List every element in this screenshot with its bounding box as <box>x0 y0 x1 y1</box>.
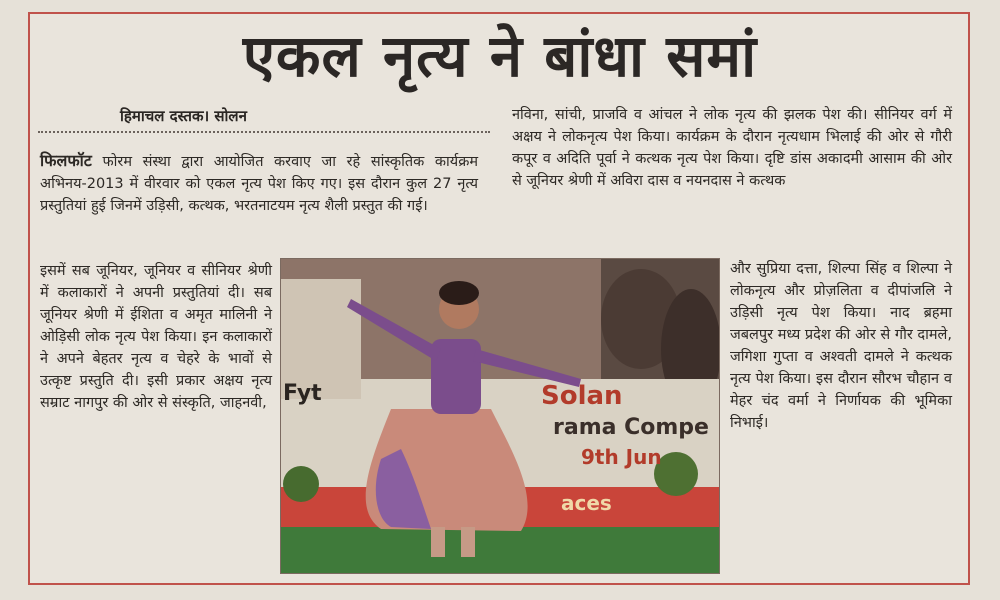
banner-text-solan: Solan <box>541 381 623 411</box>
article-column-left-lower <box>40 260 272 414</box>
banner-text-left: Fyt <box>283 381 322 406</box>
banner-text-drama: rama Compe <box>553 415 709 440</box>
dancer-photo <box>280 258 720 574</box>
body-paragraph-right-top: नविना, सांची, प्राजवि व आंचल ने लोक नृत्य की झलक पेश की। सीनियर वर्ग में अक्षय ने लोकनृत्य पेश किया। कार्यक्रम के दौरान नृत्यधाम भिलाई की ओर से गौरी कपूर व अदिति पूर्वा ने कत्थक नृत्य पेश किया। दृष्टि डांस अकादमी आसाम की ओर से जूनियर श्रेणी में अविरा दास व नयनदास ने कत्थक <box>512 107 952 189</box>
lead-paragraph <box>40 150 478 217</box>
article-column-right-top <box>512 104 952 192</box>
article-column-right-side <box>730 258 952 434</box>
body-paragraph-left: इसमें सब जूनियर, जूनियर व सीनियर श्रेणी में कलाकारों ने अपनी प्रस्तुतियां दी। सब जूनियर श्रेणी में ईशिता व अमृत मालिनी ने ओड़िसी लोक नृत्य पेश किया। इन कलाकारों ने अपने बेहतर नृत्य व चेहरे के भावों से उत्कृष्ट प्रस्तुति दी। इसी प्रकार अक्षय नृत्य सम्राट नागपुर की ओर से संस्कृति, जाहनवी, <box>40 263 272 411</box>
article-column-left <box>40 150 478 217</box>
banner-text-date: 9th Jun <box>581 445 662 469</box>
headline: एकल नृत्य ने बांधा समां <box>242 22 758 90</box>
lead-word: फिलफॉट <box>40 151 92 170</box>
body-paragraph-right-side: और सुप्रिया दत्ता, शिल्पा सिंह व शिल्पा ने लोकनृत्य और प्रोज़लिता व दीपांजलि ने उड़िसी नृत्य पेश किया। नाद ब्रहमा जबलपुर मध्य प्रदेश की ओर से गौर दामले, जगिशा गुप्ता व अश्वती दामले ने कत्थक नृत्य पेश किया। इस दौरान सौरभ चौहान व मेहर चंद वर्मा ने निर्णायक की भूमिका निभाई। <box>730 261 952 431</box>
lead-paragraph-text: फोरम संस्था द्वारा आयोजित करवाए जा रहे सांस्कृतिक कार्यक्रम अभिनय-2013 में वीरवार को एकल नृत्य पेश किए गए। इस दौरान कुल 27 नृत्य प्रस्तुतियां हुई जिनमें उड़िसी, कत्थक, भरतनाटयम नृत्य शैली प्रस्तुत की गई। <box>40 154 479 214</box>
dotted-divider <box>38 131 490 133</box>
banner-text-bottom: aces <box>561 491 612 515</box>
byline: हिमाचल दस्तक। सोलन <box>120 107 247 125</box>
